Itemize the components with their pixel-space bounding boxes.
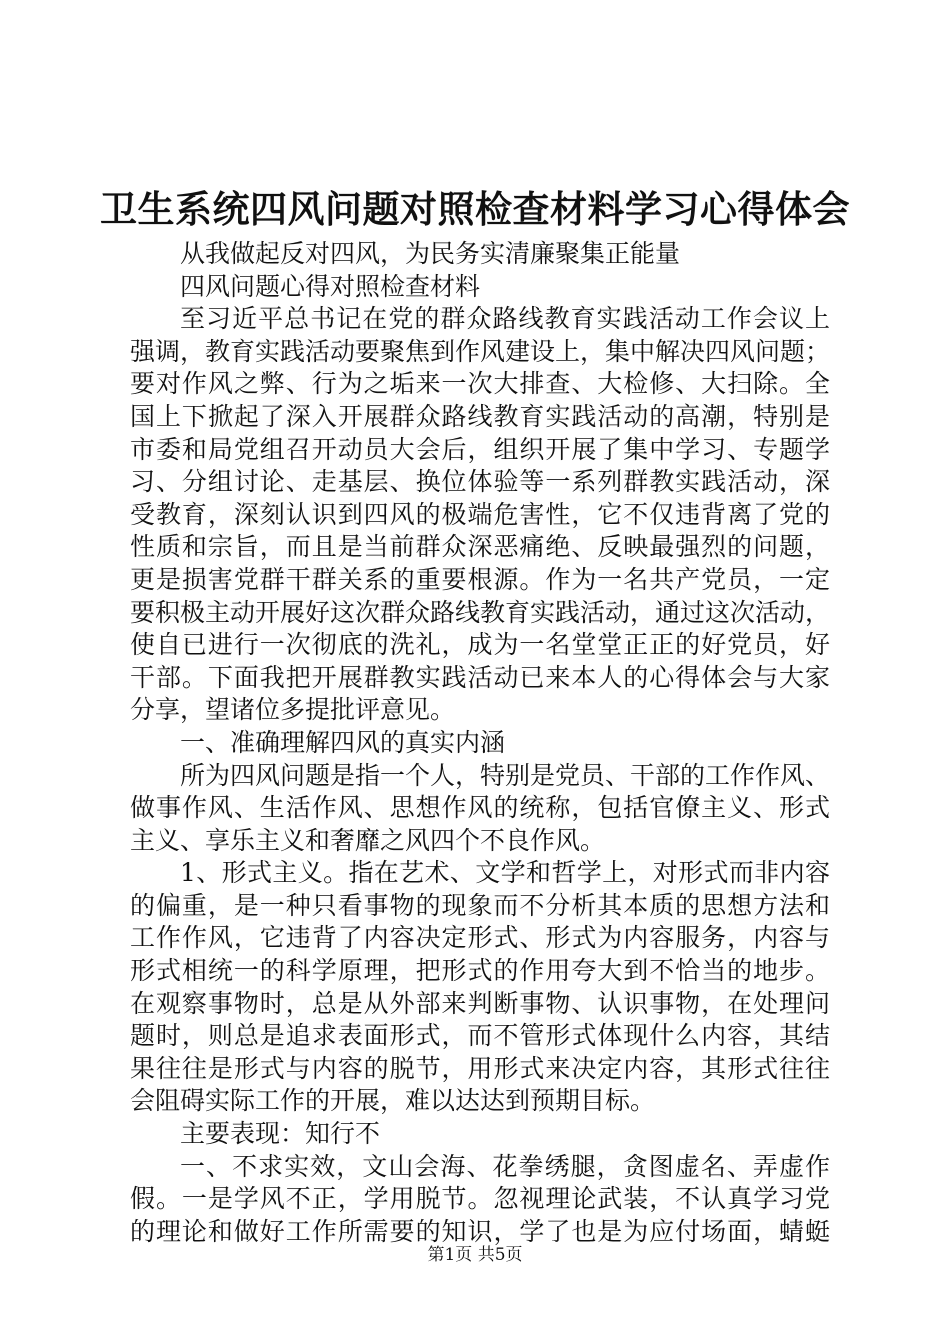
text-line: 所为四风问题是指一个人，特别是党员、干部的工作作风、 bbox=[180, 760, 831, 790]
text-line: 一、准确理解四风的真实内涵 bbox=[180, 727, 506, 757]
text-line: 的理论和做好工作所需要的知识，学了也是为应付场面，蜻蜓 bbox=[130, 1216, 830, 1246]
text-line: 题时，则总是追求表面形式，而不管形式体现什么内容，其结 bbox=[130, 1021, 830, 1051]
text-line: 习、分组讨论、走基层、换位体验等一系列群教实践活动，深 bbox=[130, 467, 830, 497]
text-line: 要对作风之弊、行为之垢来一次大排查、大检修、大扫除。全 bbox=[130, 369, 830, 399]
text-line: 主义、享乐主义和奢靡之风四个不良作风。 bbox=[130, 825, 606, 855]
text-line: 一、不求实效，文山会海、花拳绣腿，贪图虚名、弄虚作 bbox=[180, 1151, 830, 1181]
text-line: 性质和宗旨，而且是当前群众深恶痛绝、反映最强烈的问题， bbox=[130, 532, 830, 562]
text-line: 1、形式主义。指在艺术、文学和哲学上，对形式而非内容 bbox=[180, 858, 830, 888]
text-line: 主要表现：知行不 bbox=[180, 1119, 381, 1149]
text-line: 四风问题心得对照检查材料 bbox=[180, 271, 481, 301]
text-line: 分享，望诸位多提批评意见。 bbox=[130, 695, 456, 725]
document-title: 卫生系统四风问题对照检查材料学习心得体会 bbox=[100, 187, 850, 231]
text-line: 至习近平总书记在党的群众路线教育实践活动工作会议上 bbox=[180, 304, 830, 334]
text-line: 使自已进行一次彻底的洗礼，成为一名堂堂正正的好党员，好 bbox=[130, 630, 830, 660]
text-line: 的偏重，是一种只看事物的现象而不分析其本质的思想方法和 bbox=[130, 890, 830, 920]
text-line: 更是损害党群干群关系的重要根源。作为一名共产党员，一定 bbox=[130, 564, 830, 594]
text-line: 做事作风、生活作风、思想作风的统称，包括官僚主义、形式 bbox=[130, 793, 830, 823]
document-body bbox=[130, 238, 830, 1248]
text-line: 强调，教育实践活动要聚焦到作风建设上，集中解决四风问题； bbox=[130, 336, 831, 366]
text-line: 会阻碍实际工作的开展，难以达达到预期目标。 bbox=[130, 1086, 656, 1116]
text-line: 要积极主动开展好这次群众路线教育实践活动，通过这次活动， bbox=[130, 597, 831, 627]
page-number: 第1页 共5页 bbox=[427, 1245, 523, 1265]
text-line: 干部。下面我把开展群教实践活动已来本人的心得体会与大家 bbox=[130, 662, 830, 692]
text-line: 受教育，深刻认识到四风的极端危害性，它不仅违背离了党的 bbox=[130, 499, 830, 529]
text-line: 国上下掀起了深入开展群众路线教育实践活动的高潮，特别是 bbox=[130, 401, 830, 431]
text-line: 在观察事物时，总是从外部来判断事物、认识事物，在处理问 bbox=[130, 988, 830, 1018]
text-line: 果往往是形式与内容的脱节，用形式来决定内容，其形式往往 bbox=[130, 1053, 830, 1083]
text-line: 市委和局党组召开动员大会后，组织开展了集中学习、专题学 bbox=[130, 434, 830, 464]
text-line: 假。一是学风不正，学用脱节。忽视理论武装，不认真学习党 bbox=[130, 1184, 830, 1214]
text-line: 形式相统一的科学原理，把形式的作用夸大到不恰当的地步。 bbox=[130, 956, 830, 986]
text-line: 从我做起反对四风，为民务实清廉聚集正能量 bbox=[180, 239, 681, 268]
text-line: 工作作风，它违背了内容决定形式、形式为内容服务，内容与 bbox=[130, 923, 830, 953]
